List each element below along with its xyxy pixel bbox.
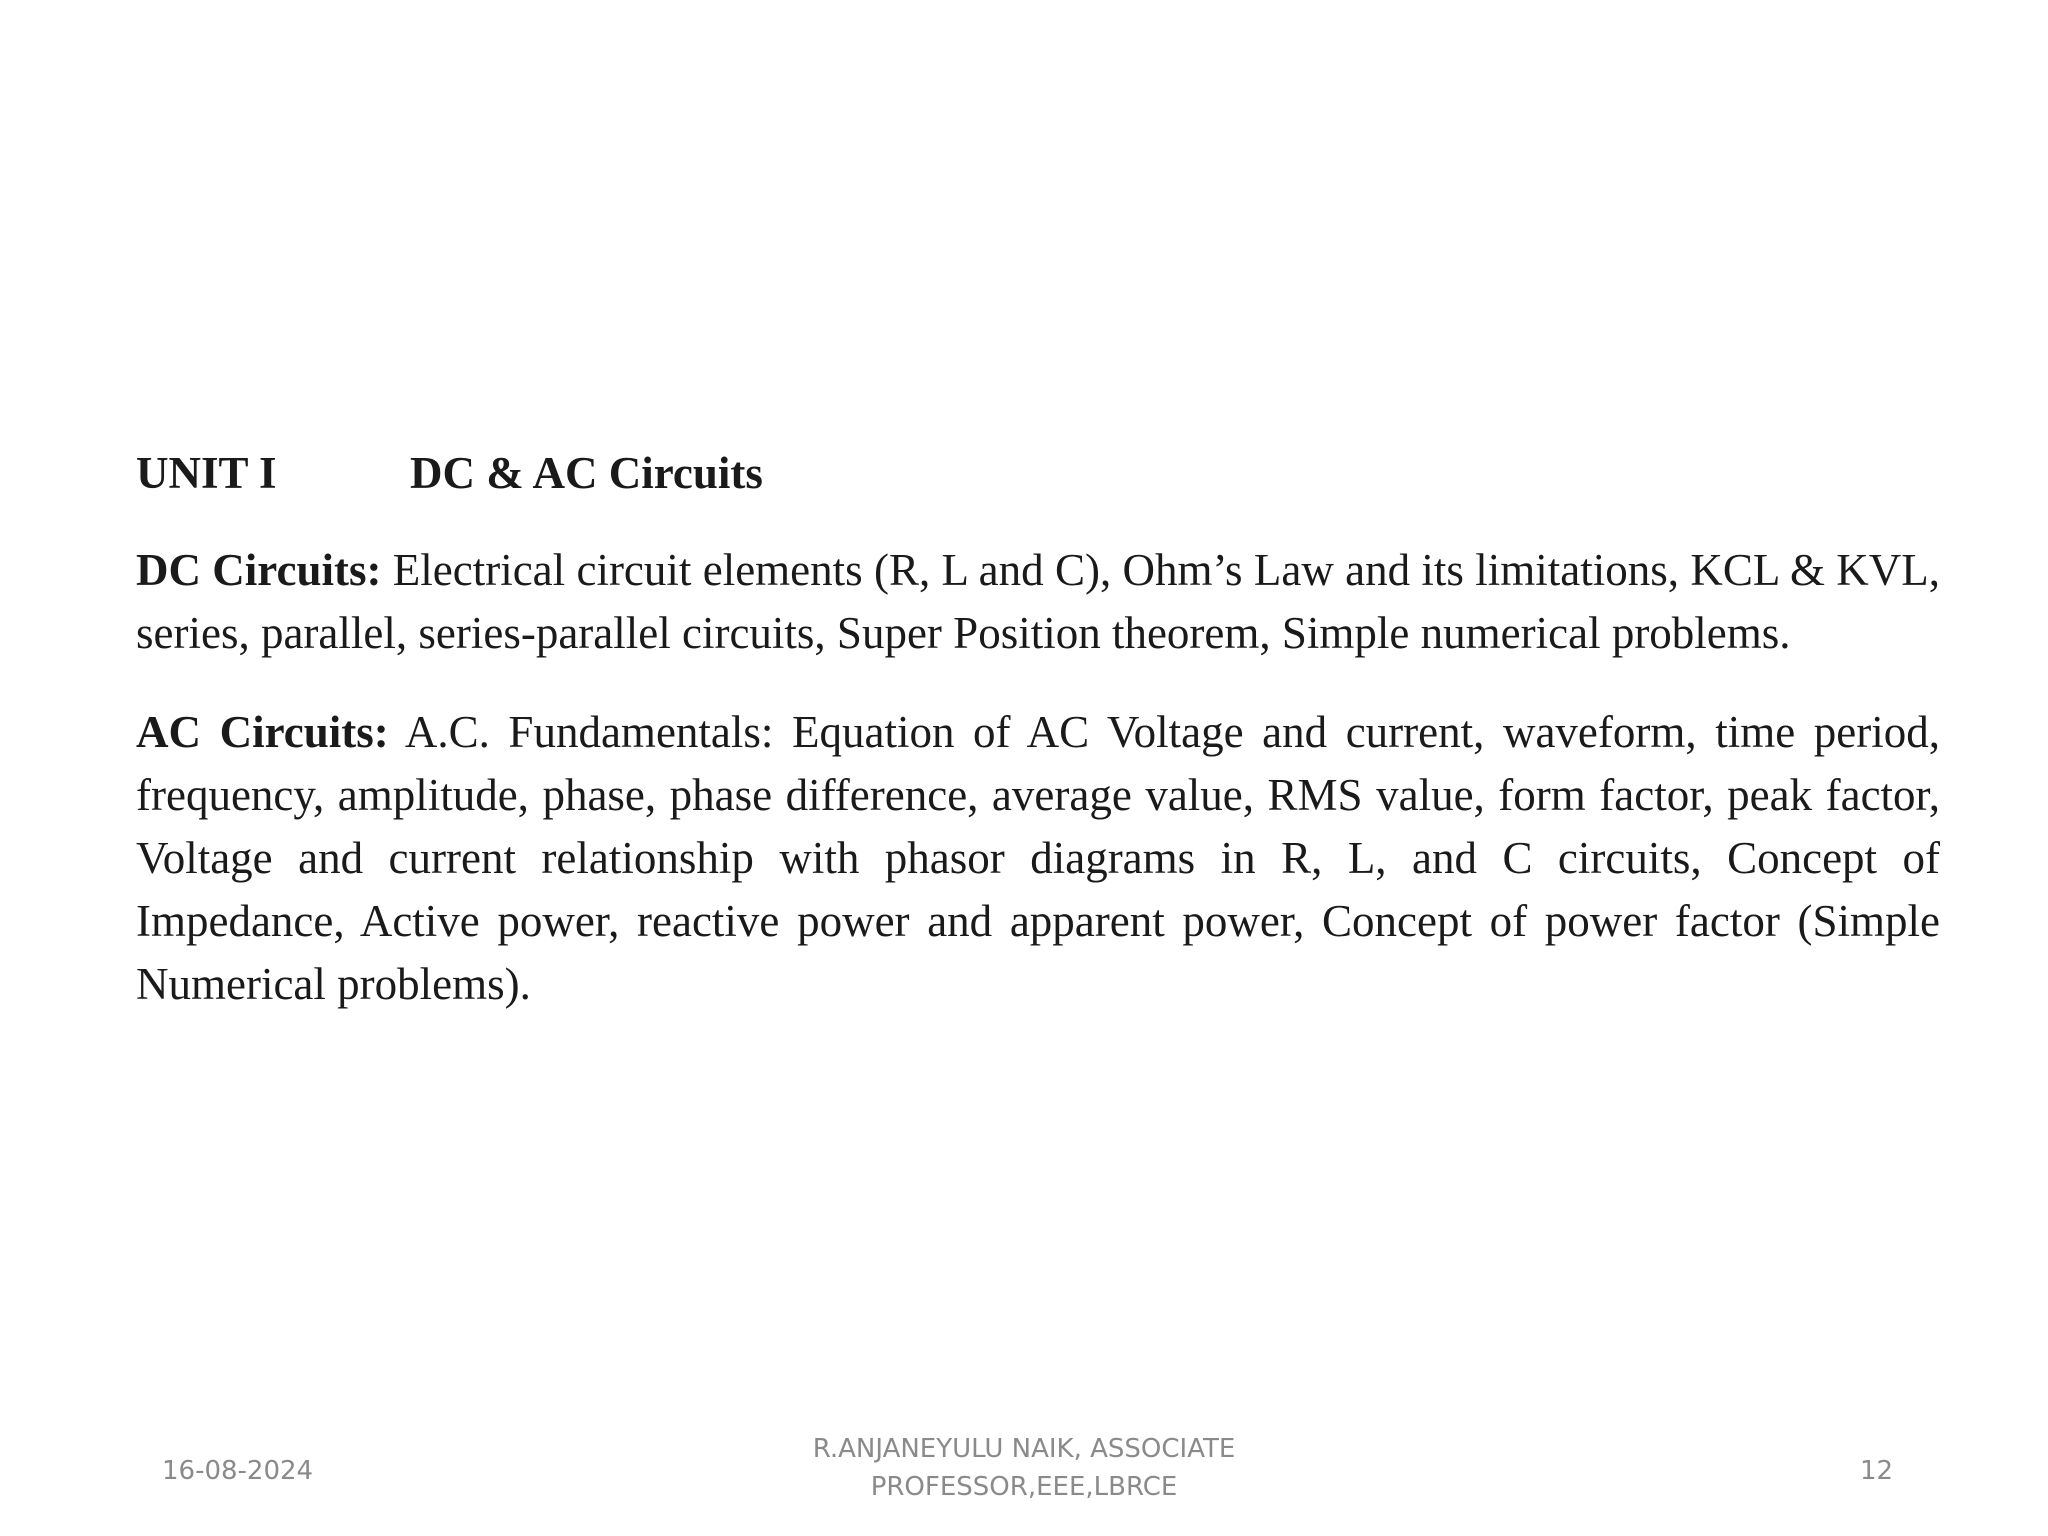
ac-circuits-heading: AC Circuits: [136,707,389,757]
unit-label: UNIT I [136,448,277,498]
ac-circuits-paragraph [136,701,1940,1016]
footer-date: 16-08-2024 [162,1456,314,1486]
unit-title: DC & AC Circuits [410,448,763,498]
dc-circuits-heading: DC Circuits: [136,545,382,595]
dc-circuits-paragraph [136,539,1940,665]
unit-heading [136,445,1940,501]
syllabus-content [136,445,1940,1052]
ac-circuits-text: A.C. Fundamentals: Equation of AC Voltage and current, waveform, time period, frequency, amplitude, phase, phase difference, average value, RMS value, form factor, peak factor, Voltage and current relationship with phasor diagrams in R, L, and C circuits, Concept of Impedance, Active power, reactive power and apparent power, Concept of power factor (Simple Numerical problems). [136,707,1940,1009]
dc-circuits-text: Electrical circuit elements (R, L and C), Ohm’s Law and its limitations, KCL & KVL, series, parallel, series-parallel circuits, Super Position theorem, Simple numerical problems. [136,545,1941,658]
footer-author-line2: PROFESSOR,EEE,LBRCE [870,1472,1178,1502]
footer-author-line1: R.ANJANEYULU NAIK, ASSOCIATE [812,1434,1236,1464]
slide-number: 12 [1860,1456,1894,1486]
footer-author [600,1430,1448,1506]
